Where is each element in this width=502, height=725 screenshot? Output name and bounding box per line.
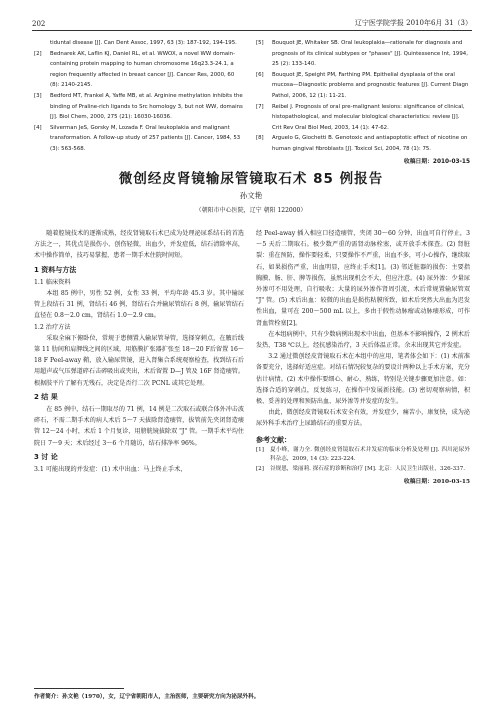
reference-number: [3] bbox=[34, 92, 42, 99]
reference-entry bbox=[256, 446, 470, 465]
reference-text: Bouquot JE, Whitaker SB. Oral leukoplakia—rationale for diagnosis and prognosis of its clinical subtypes or "phases" [J]. Quintessence Int, 1994, 25 (2): 133-140. bbox=[272, 40, 468, 68]
reference-entry bbox=[256, 70, 470, 102]
article-affiliation: （朝阳市中心医院，辽宁 朝阳 122000） bbox=[195, 207, 307, 214]
reference-entry bbox=[34, 123, 244, 155]
reference-number: [1] bbox=[256, 446, 264, 453]
reference-number: [8] bbox=[256, 135, 264, 142]
author-note: 作者简介：孙文艳（1970），女，辽宁省朝阳市人，主治医师，主要研究方向为泌尿外科。 bbox=[34, 694, 260, 700]
reference-number: [4] bbox=[34, 124, 42, 131]
header-rule bbox=[32, 30, 472, 31]
body-column-right bbox=[256, 228, 470, 488]
reference-text: Bedford MT, Frankel A, Yaffe MB, et al. Arginine methylation inhibits the binding of Praline-rich ligands to Src homology 3, but not WW, domains [J]. Biol Chem, 2000, 275 (21): 16030-16036. bbox=[50, 92, 243, 121]
reference-number: [2] bbox=[34, 50, 42, 57]
reference-entry bbox=[256, 133, 470, 154]
reference-text: Silverman JeS, Gorsky M, Lozada F. Oral leukoplakia and malignant transformation. A follow-up study of 257 patients [J]. Cancer, 1984, 53 (3): 563-568. bbox=[50, 124, 241, 152]
reference-text: 谷规恩，梁丽莉. 探石症的诊断和治疗 [M]. 北京：人民卫生出版社，326-337. bbox=[270, 466, 466, 473]
reference-entry bbox=[256, 465, 470, 475]
footnote-rule bbox=[34, 688, 124, 689]
paragraph: 采取全麻下俯卧位，常规于患侧置入输尿管导管，选择穿刺点，在腋后线第 11 肋间和肩胛线之间的区域，用筋膜扩张器扩张至 18～20 F后留置 16～18 F Peel-away 鞘，放入输尿管镜，进入肾集合系统观察检查，找到结石后用超声或气压弹道碎石击碎吸出或夹出，术后留置 D—J 管及 16F 肾造瘘管。根据肢平片了解有无残石，决定是否行二次 PCNL 或其它处理。 bbox=[34, 334, 244, 387]
reference-entry bbox=[34, 91, 244, 123]
paragraph: 由此，微创经皮肾镜取石术安全有效，并发症少，痛苦小，康复快，成为泌尿外科手术治疗上尿路结石的重要方法。 bbox=[256, 409, 470, 428]
reference-number: [6] bbox=[256, 71, 264, 78]
reference-text: Reibel J. Prognosis of oral pre-malignant lesions: significance of clinical, histopathological, and molecular biological characteristics: review [J]. Crit Rev Oral Biol Med, 2003, 14 (1): 47-62. bbox=[272, 103, 465, 131]
page-number: 202 bbox=[32, 20, 46, 28]
body-column-left bbox=[34, 228, 244, 475]
reference-entry bbox=[34, 38, 244, 49]
paragraph: 在 85 例中，结石一期取尽的 71 例，14 例是二次取石或联合体外冲击波碎石，不需二期手术的病人术后 5～7 天拔除肾造瘘管，拔管前先夹闭肾造瘘管 12～24 小时，术后 1 个月复诊，用膀胱镜拔除双 "J" 管。一期手术平均住院日 7～9 天；术后经过 3～6 个月随访，结石排净率 96%。 bbox=[34, 406, 244, 447]
section-heading: 3 讨 论 bbox=[34, 452, 58, 461]
subsection-heading: 3.1 可能出现的并发症：(1) 术中出血：马上终止手术， bbox=[34, 466, 187, 474]
subsection-heading: 1.2 治疗方法 bbox=[34, 323, 71, 331]
reference-text: Arguelo G, Giochetti B. Genotoxic and antiapoptotic effect of nicotine on human gingival fibroblasts [J]. Toxicol Sci, 2004, 78 (1): 75. bbox=[272, 135, 468, 152]
reference-text: Bouquot JE, Speight PM, Farthing PM. Epithelial dysplasia of the oral mucosa—Diagnostic problems and prognostic features [J]. Current Diagn Pathol, 2006, 12 (1): 11-21. bbox=[272, 71, 469, 99]
reference-number bbox=[34, 38, 50, 49]
paragraph: 本组 85 例中，男性 52 例，女性 33 例，平均年龄 45.3 岁。其中输尿管上段结石 31 例，肾结石 46 例，肾结石合并输尿管结石 8 例，输尿管结石直径在 0.8～2.0 cm，肾结石 1.0～2.9 cm。 bbox=[34, 290, 244, 320]
section-heading: 2 结 果 bbox=[34, 392, 58, 401]
reference-number: [5] bbox=[256, 40, 264, 46]
paragraph: 在本组病例中，只有少数病例出现术中出血，但基本不影响操作，2 例术后发热，T38 ℃以上，经抗感染治疗，3 天后体温正常。余未出现其它并发症。 bbox=[256, 330, 470, 350]
references-heading: 参考文献： bbox=[256, 435, 291, 444]
reference-number: [7] bbox=[256, 103, 264, 110]
received-date: 收稿日期：2010-03-15 bbox=[403, 158, 470, 165]
received-date: 收稿日期：2010-03-15 bbox=[403, 478, 470, 485]
paragraph: 3.2 通过微创经皮肾镜取石术在本组中的应用，笔者体会如下：(1) 术前准备要充分，选择好适应症。对结石情况较复杂的要设计两种以上手术方案，充分估计病情。(2) 术中操作要细心、耐心、熟练，特别是关键步骤更加注意。如：选择合适的穿刺点，反复练习，在操作中发展新技能。(3) 密切观察病情，积极、妥善的处理和预防出血、尿外渗等并发症的发生。 bbox=[256, 353, 470, 406]
journal-info: 辽宁医学院学报 2010年6月 31（3） bbox=[354, 19, 472, 27]
reference-entry bbox=[256, 102, 470, 134]
reference-number: [2] bbox=[256, 466, 264, 473]
previous-article-references-left bbox=[34, 38, 244, 155]
running-header bbox=[32, 16, 472, 28]
reference-text: Bednarek AK, Laflin KJ, Daniel RL, et al. WWOX, a novel WW domain-containing protein mapping to human chromosome 16q23.3-24.1, a region frequently affected in breast cancer [J]. Cancer Res, 2000, 60 (8): 2140-2145. bbox=[50, 50, 236, 89]
paragraph: 经 Peel-away 插入相应口径造瘘管，夹闭 30～60 分钟，出血可自行停止，3～5 天后二期取石。极少数严重的需肾动脉栓塞，或开放手术探查。(2) 肾脏裂：重在预防，操作要轻柔，只要操作不严重，出血不多，可小心操作，继续取石，如果损伤严重，出血明显，应终止手术[1]。(3) 邻近脏器的损伤：主要指胸膜、肠、肝、脾等损伤，虽然出现机会不大，但应注意。(4) 尿外渗：少量尿外渗可不用处理，自行吸收；大量的尿外渗作肾周引流，术后常规置输尿管双 "J" 管。(5) 术后出血：较微的出血是损伤粘膜所致，如术后突然大出血为迟发性出血，量可在 200～500 mL 以上，多由于假性动脉瘤或动脉瘘形成，可作肾血管栓塞[2]。 bbox=[256, 230, 470, 327]
reference-entry bbox=[256, 38, 470, 70]
paragraph: 随着腔镜技术的逐渐成熟，经皮肾镜取石术已成为处理泌尿系结石的首选方法之一，其优点是损伤小、创伤轻微，出血少，并发症低，结石清除率高，术中操作简单，技巧易掌握，患者一期手术住院时间短。 bbox=[34, 230, 244, 260]
reference-text: 夏小峰，谢力全. 微创经皮肾镜取石术并发症的临床分析及处理 [J]. 四川泌尿外科杂志，2009, 14 (3): 223-224. bbox=[270, 446, 470, 463]
reference-entry bbox=[34, 49, 244, 91]
article-author: 孙文艳 bbox=[239, 191, 263, 200]
section-heading: 1 资料与方法 bbox=[34, 265, 77, 274]
article-title: 微创经皮肾镜输尿管镜取石术 85 例报告 bbox=[118, 171, 384, 187]
previous-article-references-right bbox=[256, 38, 470, 167]
reference-text: tiduntal disease [J]. Can Dent Assoc, 1997, 63 (3): 187-192, 194-195. bbox=[50, 40, 237, 46]
subsection-heading: 1.1 临床资料 bbox=[34, 278, 71, 286]
